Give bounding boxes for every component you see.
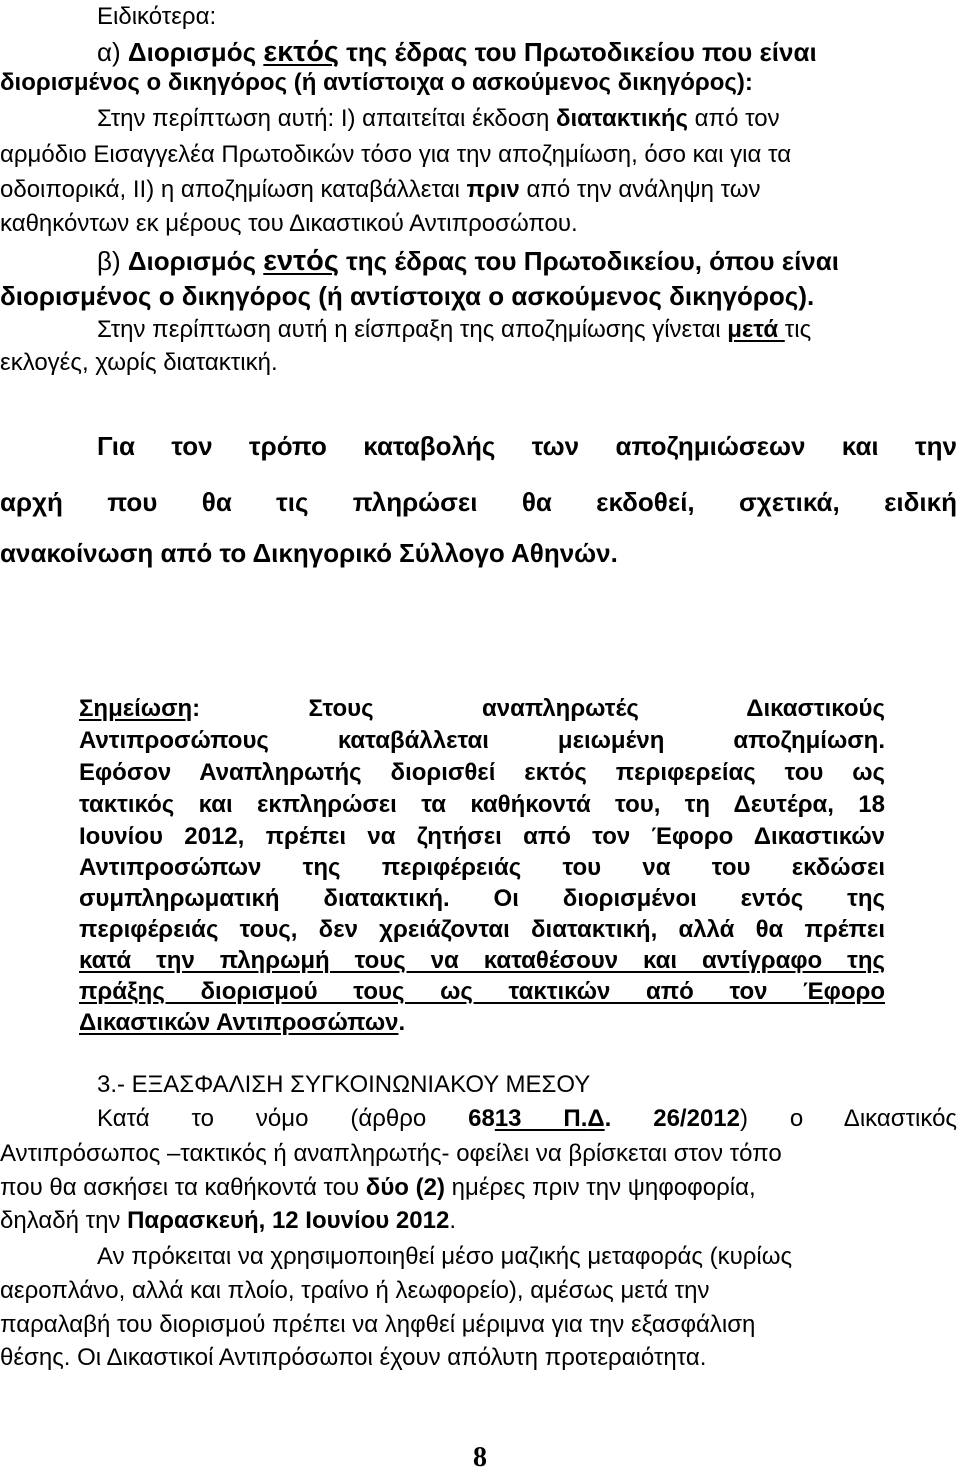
note-line-7: συμπληρωματική διατακτική. Οι διορισμένοι εντός της <box>79 885 885 912</box>
note-line-1-rest: : Στους αναπληρωτές Δικαστικούς <box>192 695 885 722</box>
note-line-6: Αντιπροσώπων της περιφέρειάς του να του εκδώσει <box>79 854 885 881</box>
paragraph-a-line-3-post: από τον <box>688 105 780 132</box>
section-3-p1-decree-delta: Δ <box>587 1105 605 1132</box>
section-3-heading: 3.- ΕΞΑΣΦΑΛΙΣΗ ΣΥΓΚΟΙΝΩΝΙΑΚΟΥ ΜΕΣΟΥ <box>97 1071 591 1098</box>
note-line-8: περιφέρειάς τους, δεν χρειάζονται διατακτική, αλλά θα πρέπει <box>79 916 885 943</box>
section-3-p1-line-4 <box>0 1206 456 1236</box>
section-3-p1-line-2: Αντιπρόσωπος –τακτικός ή αναπληρωτής- οφείλει να βρίσκεται στον τόπο <box>0 1140 782 1167</box>
paragraph-b-prefix: β) <box>97 246 128 276</box>
note-line-2: Αντιπροσώπους καταβάλλεται μειωμένη αποζημίωση. <box>79 727 885 754</box>
paragraph-a-line-5-post: από την ανάληψη των <box>519 176 761 203</box>
section-3-p1-article-para: 13 Π. <box>494 1105 588 1132</box>
note-line-9: κατά την πληρωμή τους να καταθέσουν και αντίγραφο της <box>79 947 885 974</box>
note-label: Σημείωση <box>79 695 193 722</box>
paragraph-b-line-3-underlined: μετά <box>727 316 785 343</box>
paragraph-b-underlined-word: εντός <box>263 245 339 277</box>
paragraph-b-line-3 <box>97 315 811 345</box>
section-3-p2-line-4: θέσης. Οι Δικαστικοί Αντιπρόσωποι έχουν απόλυτη προτεραιότητα. <box>0 1344 707 1371</box>
paragraph-a-line-3 <box>97 104 780 134</box>
paragraph-b-line-3-post: τις <box>784 316 812 343</box>
section-3-p1-line-3-pre: που θα ασκήσει τα καθήκοντά του <box>0 1174 366 1201</box>
paragraph-b-line-1 <box>97 245 839 277</box>
paragraph-a-bold-2: της έδρας του Πρωτοδικείου που είναι <box>339 37 817 67</box>
note-line-5: Ιουνίου 2012, πρέπει να ζητήσει από τον Έφορο Δικαστικών <box>79 823 885 850</box>
section-3-p1-article: 68 <box>468 1105 495 1132</box>
paragraph-a-underlined-word: εκτός <box>263 36 340 68</box>
paragraph-a-line-6: καθηκόντων εκ μέρους του Δικαστικού Αντιπροσώπου. <box>0 210 578 237</box>
intro-line: Ειδικότερα: <box>97 3 217 30</box>
paragraph-b-bold-2: της έδρας του Πρωτοδικείου, όπου είναι <box>338 246 839 276</box>
note-line-1 <box>79 694 885 724</box>
note-line-4: τακτικός και εκπληρώσει τα καθήκοντά του, τη Δευτέρα, 18 <box>79 791 885 818</box>
announcement-line-2: αρχή που θα τις πληρώσει θα εκδοθεί, σχετικά, ειδική <box>0 487 957 517</box>
section-3-p1-line-4-pre: δηλαδή την <box>0 1207 128 1234</box>
section-3-p1-line-1 <box>97 1104 957 1134</box>
paragraph-a-line-1 <box>97 36 817 68</box>
section-3-p1-line-4-post: . <box>449 1207 456 1234</box>
section-3-p1-decree-number: . 26/2012 <box>604 1105 740 1132</box>
note-line-11-underlined: Δικαστικών Αντιπροσώπων <box>79 1009 399 1036</box>
paragraph-b-bold-1: Διορισμός <box>127 246 264 276</box>
paragraph-a-line-4: αρμόδιο Εισαγγελέα Πρωτοδικών τόσο για την αποζημίωση, όσο και για τα <box>0 141 792 168</box>
announcement-line-1: Για τον τρόπο καταβολής των αποζημιώσεων και την <box>97 431 957 461</box>
section-3-p2-line-2: αεροπλάνο, αλλά και πλοίο, τραίνο ή λεωφορείο), αμέσως μετά την <box>0 1277 710 1304</box>
section-3-p1-line-1-c: ) ο Δικαστικός <box>739 1105 957 1132</box>
section-3-p2-line-3: παραλαβή του διορισμού πρέπει να ληφθεί μέριμνα για την εξασφάλιση <box>0 1311 756 1338</box>
paragraph-b-line-3-pre: Στην περίπτωση αυτή η είσπραξη της αποζημίωσης γίνεται <box>97 316 728 343</box>
paragraph-a-bold-1: Διορισμός <box>127 37 264 67</box>
page-number: 8 <box>473 1442 487 1473</box>
section-3-p1-line-3 <box>0 1173 756 1203</box>
note-line-11 <box>79 1008 885 1038</box>
section-3-p2-line-1: Αν πρόκειται να χρησιμοποιηθεί μέσο μαζικής μεταφοράς (κυρίως <box>97 1243 793 1270</box>
section-3-p1-line-3-bold: δύο (2) <box>365 1174 445 1201</box>
paragraph-a-line-5-bold: πριν <box>466 176 520 203</box>
note-line-10: πράξης διορισμού τους ως τακτικών από τον Έφορο <box>79 978 885 1005</box>
paragraph-b-line-2: διορισμένος ο δικηγόρος (ή αντίστοιχα ο ασκούμενος δικηγόρος). <box>0 281 815 311</box>
section-3-p1-line-1-a: Κατά το νόμο (άρθρο <box>97 1105 469 1132</box>
paragraph-a-prefix: α) <box>97 37 128 67</box>
paragraph-a-line-3-bold: διατακτικής <box>555 105 689 132</box>
paragraph-a-line-5 <box>0 175 761 205</box>
paragraph-a-line-3-pre: Στην περίπτωση αυτή: I) απαιτείται έκδοση <box>97 105 556 132</box>
announcement-line-3: ανακοίνωση από το Δικηγορικό Σύλλογο Αθηνών. <box>0 538 618 568</box>
section-3-p1-line-3-post: ημέρες πριν την ψηφοφορία, <box>444 1174 756 1201</box>
paragraph-b-line-4: εκλογές, χωρίς διατακτική. <box>0 349 278 376</box>
note-line-3: Εφόσον Αναπληρωτής διορισθεί εκτός περιφερείας του ως <box>79 759 885 786</box>
section-3-p1-line-4-bold: Παρασκευή, 12 Ιουνίου 2012 <box>127 1207 450 1234</box>
note-line-11-post: . <box>398 1009 406 1036</box>
paragraph-a-line-2: διορισμένος ο δικηγόρος (ή αντίστοιχα ο ασκούμενος δικηγόρος): <box>0 69 753 96</box>
paragraph-a-line-5-pre: οδοιπορικά, II) η αποζημίωση καταβάλλεται <box>0 176 467 203</box>
